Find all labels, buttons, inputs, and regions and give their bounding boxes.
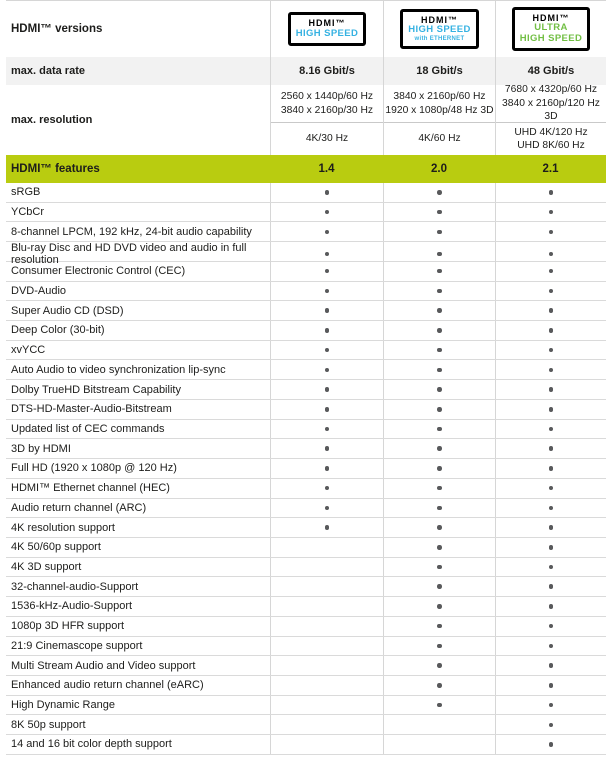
feature-row [6, 183, 606, 203]
resolution-label: max. resolution [11, 114, 93, 126]
support-dot-cell [383, 696, 495, 715]
support-dot-cell [383, 637, 495, 656]
feature-row [6, 439, 606, 459]
support-dot [437, 210, 442, 215]
data-rate-value: 18 Gbit/s [383, 57, 495, 85]
empty-cell [383, 735, 495, 754]
empty-cell [270, 637, 383, 656]
support-dot-cell [270, 459, 383, 478]
support-dot [549, 723, 554, 728]
support-dot-cell [495, 380, 606, 399]
support-dot [549, 506, 554, 511]
feature-row [6, 617, 606, 637]
support-dot [437, 368, 442, 373]
empty-cell [270, 656, 383, 675]
support-dot-cell [270, 499, 383, 518]
support-dot-cell [495, 696, 606, 715]
feature-row [6, 696, 606, 716]
feature-label: xvYCC [11, 344, 46, 357]
support-dot-cell [495, 597, 606, 616]
empty-cell [270, 538, 383, 557]
support-dot-cell [383, 203, 495, 222]
badge-line: HIGH SPEED [295, 27, 359, 39]
support-dot [437, 703, 442, 708]
feature-label: 32-channel-audio-Support [11, 580, 139, 593]
data-rate-value: 48 Gbit/s [495, 57, 606, 85]
feature-label: Super Audio CD (DSD) [11, 304, 124, 317]
versions-label: HDMI™ versions [11, 23, 103, 35]
support-dot-cell [270, 203, 383, 222]
support-dot [549, 348, 554, 353]
support-dot [437, 584, 442, 589]
feature-label: 4K 3D support [11, 561, 82, 574]
feature-row [6, 558, 606, 578]
feature-label: sRGB [11, 186, 41, 199]
support-dot-cell [270, 439, 383, 458]
feature-label: 14 and 16 bit color depth support [11, 738, 172, 751]
support-dot [549, 604, 554, 609]
support-dot [325, 269, 330, 274]
data-rate-row [6, 57, 606, 85]
support-dot-cell [383, 360, 495, 379]
support-dot [549, 624, 554, 629]
support-dot [549, 289, 554, 294]
support-dot [325, 190, 330, 195]
feature-label: High Dynamic Range [11, 699, 115, 712]
empty-cell [270, 577, 383, 596]
badge-cell-hdmi-2-0 [383, 1, 495, 57]
feature-row [6, 518, 606, 538]
support-dot [549, 466, 554, 471]
support-dot-cell [270, 183, 383, 202]
resolution-line: 4K/30 Hz [305, 133, 349, 145]
support-dot [549, 703, 554, 708]
hdmi-logo: HDMI™ [532, 12, 570, 23]
support-dot-cell [495, 203, 606, 222]
support-dot-cell [383, 400, 495, 419]
support-dot-cell [495, 479, 606, 498]
badge-cell-hdmi-2-1 [495, 1, 606, 57]
support-dot [437, 269, 442, 274]
feature-label: Multi Stream Audio and Video support [11, 659, 196, 672]
support-dot [437, 486, 442, 491]
support-dot-cell [383, 222, 495, 241]
support-dot-cell [383, 676, 495, 695]
hdmi-high-speed-badge [288, 12, 367, 45]
badge-line: HIGH SPEED [408, 24, 471, 36]
support-dot-cell [495, 459, 606, 478]
support-dot-cell [495, 637, 606, 656]
feature-row [6, 420, 606, 440]
feature-label: HDMI™ Ethernet channel (HEC) [11, 482, 170, 495]
support-dot [437, 446, 442, 451]
feature-row [6, 380, 606, 400]
support-dot-cell [383, 420, 495, 439]
support-dot-cell [270, 301, 383, 320]
feature-row [6, 735, 606, 755]
support-dot-cell [383, 597, 495, 616]
support-dot [325, 466, 330, 471]
support-dot [549, 446, 554, 451]
feature-label: DVD-Audio [11, 284, 67, 297]
support-dot-cell [495, 282, 606, 301]
support-dot-cell [383, 301, 495, 320]
support-dot-cell [270, 400, 383, 419]
version-number: 2.1 [542, 163, 559, 175]
support-dot [325, 525, 330, 530]
hdmi-high-speed-ethernet-badge [400, 9, 479, 49]
feature-row [6, 341, 606, 361]
support-dot-cell [495, 617, 606, 636]
resolution-line: UHD 4K/120 Hz [514, 126, 588, 138]
support-dot [437, 407, 442, 412]
support-dot-cell [495, 341, 606, 360]
support-dot [437, 466, 442, 471]
resolution-line: 4K/60 Hz [418, 133, 461, 145]
support-dot-cell [270, 360, 383, 379]
data-rate-label: max. data rate [11, 65, 85, 77]
hdmi-logo: HDMI™ [420, 14, 458, 25]
feature-row [6, 656, 606, 676]
support-dot-cell [495, 400, 606, 419]
support-dot [325, 230, 330, 235]
feature-label: 4K resolution support [11, 521, 115, 534]
empty-cell [270, 558, 383, 577]
support-dot [437, 683, 442, 688]
support-dot [325, 506, 330, 511]
support-dot [437, 644, 442, 649]
feature-row [6, 597, 606, 617]
support-dot-cell [495, 518, 606, 537]
support-dot-cell [270, 479, 383, 498]
support-dot [549, 230, 554, 235]
support-dot [437, 348, 442, 353]
support-dot [549, 407, 554, 412]
support-dot-cell [495, 222, 606, 241]
feature-row [6, 203, 606, 223]
badge-line: ULTRA [534, 22, 568, 34]
feature-label: 4K 50/60p support [11, 541, 101, 554]
support-dot [325, 368, 330, 373]
support-dot-cell [383, 558, 495, 577]
feature-label: Dolby TrueHD Bitstream Capability [11, 383, 181, 396]
support-dot [437, 525, 442, 530]
support-dot-cell [495, 656, 606, 675]
feature-row [6, 262, 606, 282]
resolution-line: 3840 x 2160p/30 Hz [280, 104, 374, 116]
support-dot [437, 230, 442, 235]
support-dot [549, 565, 554, 570]
feature-label: 8K 50p support [11, 718, 86, 731]
support-dot-cell [383, 282, 495, 301]
support-dot [325, 407, 330, 412]
support-dot-cell [270, 262, 383, 281]
feature-row [6, 242, 606, 267]
feature-label: Full HD (1920 x 1080p @ 120 Hz) [11, 462, 177, 475]
support-dot [325, 289, 330, 294]
feature-row [6, 301, 606, 321]
support-dot [325, 348, 330, 353]
feature-row [6, 282, 606, 302]
support-dot [549, 269, 554, 274]
support-dot [437, 506, 442, 511]
empty-cell [270, 715, 383, 734]
support-dot-cell [495, 420, 606, 439]
resolution-cell [383, 85, 495, 155]
support-dot [437, 427, 442, 432]
support-dot [437, 624, 442, 629]
resolution-line: 3840 x 2160p/120 Hz 3D [502, 97, 600, 123]
support-dot [437, 252, 442, 257]
support-dot [549, 742, 554, 747]
support-dot [549, 683, 554, 688]
support-dot-cell [270, 380, 383, 399]
hdmi-logo: HDMI™ [308, 18, 346, 29]
feature-label: YCbCr [11, 206, 45, 219]
support-dot-cell [270, 282, 383, 301]
support-dot [549, 525, 554, 530]
support-dot-cell [383, 499, 495, 518]
support-dot-cell [495, 577, 606, 596]
feature-label: Blu-ray Disc and HD DVD video and audio in full resolution [11, 242, 247, 267]
empty-cell [270, 676, 383, 695]
feature-label: 1080p 3D HFR support [11, 620, 125, 633]
support-dot-cell [270, 341, 383, 360]
hdmi-comparison-table [6, 0, 606, 755]
empty-cell [270, 597, 383, 616]
resolution-line: 7680 x 4320p/60 Hz [504, 84, 598, 96]
resolution-cell [495, 85, 606, 155]
resolution-line: 3840 x 2160p/60 Hz [393, 91, 486, 103]
badge-subline: with ETHERNET [414, 36, 465, 43]
resolution-line: UHD 8K/60 Hz [517, 140, 585, 151]
support-dot [549, 427, 554, 432]
resolution-secondary [271, 123, 383, 155]
support-dot-cell [270, 420, 383, 439]
resolution-secondary [384, 123, 495, 155]
support-dot [437, 545, 442, 550]
support-dot [325, 252, 330, 257]
data-rate-value: 8.16 Gbit/s [270, 57, 383, 85]
support-dot-cell [495, 499, 606, 518]
resolution-line: 2560 x 1440p/60 Hz [280, 91, 374, 103]
resolution-row [6, 85, 606, 155]
support-dot [325, 308, 330, 313]
version-number: 2.0 [431, 163, 447, 175]
support-dot-cell [495, 183, 606, 202]
empty-cell [270, 735, 383, 754]
support-dot-cell [495, 360, 606, 379]
support-dot [549, 584, 554, 589]
support-dot [325, 210, 330, 215]
feature-label: Updated list of CEC commands [11, 422, 165, 435]
support-dot [437, 565, 442, 570]
feature-label: Enhanced audio return channel (eARC) [11, 679, 204, 692]
support-dot-cell [270, 518, 383, 537]
features-header-row [6, 155, 606, 183]
support-dot-cell [383, 439, 495, 458]
support-dot-cell [383, 459, 495, 478]
feature-row [6, 400, 606, 420]
resolution-line: 1920 x 1080p/48 Hz 3D [385, 104, 494, 116]
feature-label: 1536-kHz-Audio-Support [11, 600, 133, 613]
support-dot-cell [495, 715, 606, 734]
support-dot-cell [383, 617, 495, 636]
feature-row [6, 676, 606, 696]
support-dot-cell [383, 577, 495, 596]
support-dot [549, 644, 554, 649]
support-dot [549, 328, 554, 333]
support-dot [549, 368, 554, 373]
feature-label: Deep Color (30-bit) [11, 324, 105, 337]
support-dot [549, 190, 554, 195]
feature-label: 21:9 Cinemascope support [11, 639, 143, 652]
support-dot [325, 446, 330, 451]
support-dot-cell [383, 380, 495, 399]
support-dot [437, 604, 442, 609]
support-dot [549, 252, 554, 257]
support-dot [325, 427, 330, 432]
support-dot [325, 486, 330, 491]
support-dot-cell [270, 321, 383, 340]
support-dot-cell [495, 439, 606, 458]
resolution-primary [271, 85, 383, 123]
support-dot-cell [383, 518, 495, 537]
empty-cell [270, 696, 383, 715]
resolution-secondary [496, 123, 606, 155]
feature-label: 3D by HDMI [11, 442, 71, 455]
support-dot-cell [383, 479, 495, 498]
support-dot [325, 328, 330, 333]
feature-label: Audio return channel (ARC) [11, 501, 147, 514]
feature-label: Consumer Electronic Control (CEC) [11, 265, 186, 278]
support-dot-cell [383, 262, 495, 281]
support-dot-cell [383, 321, 495, 340]
support-dot [437, 308, 442, 313]
feature-row [6, 715, 606, 735]
support-dot-cell [270, 222, 383, 241]
support-dot-cell [495, 558, 606, 577]
hdmi-ultra-high-speed-badge [512, 7, 591, 51]
empty-cell [383, 715, 495, 734]
support-dot [325, 387, 330, 392]
feature-label: 8-channel LPCM, 192 kHz, 24-bit audio capability [11, 225, 252, 238]
feature-row [6, 577, 606, 597]
feature-row [6, 538, 606, 558]
support-dot [437, 663, 442, 668]
feature-row [6, 459, 606, 479]
support-dot [549, 486, 554, 491]
feature-label: Auto Audio to video synchronization lip-sync [11, 363, 226, 376]
support-dot-cell [495, 301, 606, 320]
versions-header-row [6, 1, 606, 57]
support-dot [437, 190, 442, 195]
support-dot [549, 545, 554, 550]
badge-line: HIGH SPEED [519, 33, 583, 45]
support-dot-cell [383, 538, 495, 557]
feature-row [6, 360, 606, 380]
feature-label: DTS-HD-Master-Audio-Bitstream [11, 403, 172, 416]
support-dot [549, 308, 554, 313]
resolution-primary [384, 85, 495, 123]
support-dot-cell [383, 183, 495, 202]
support-dot-cell [383, 341, 495, 360]
support-dot-cell [495, 321, 606, 340]
support-dot [437, 289, 442, 294]
features-header-label: HDMI™ features [11, 163, 100, 175]
support-dot [549, 387, 554, 392]
resolution-primary [496, 85, 606, 123]
support-dot-cell [495, 676, 606, 695]
empty-cell [270, 617, 383, 636]
feature-row [6, 222, 606, 242]
support-dot [437, 328, 442, 333]
support-dot-cell [383, 656, 495, 675]
support-dot-cell [495, 262, 606, 281]
feature-row [6, 479, 606, 499]
version-number: 1.4 [318, 163, 335, 175]
feature-row [6, 321, 606, 341]
support-dot-cell [495, 735, 606, 754]
support-dot [549, 210, 554, 215]
badge-cell-hdmi-1-4 [270, 1, 383, 57]
resolution-cell [270, 85, 383, 155]
features-body [6, 183, 606, 755]
feature-row [6, 499, 606, 519]
support-dot [437, 387, 442, 392]
support-dot [549, 663, 554, 668]
support-dot-cell [495, 538, 606, 557]
feature-row [6, 637, 606, 657]
